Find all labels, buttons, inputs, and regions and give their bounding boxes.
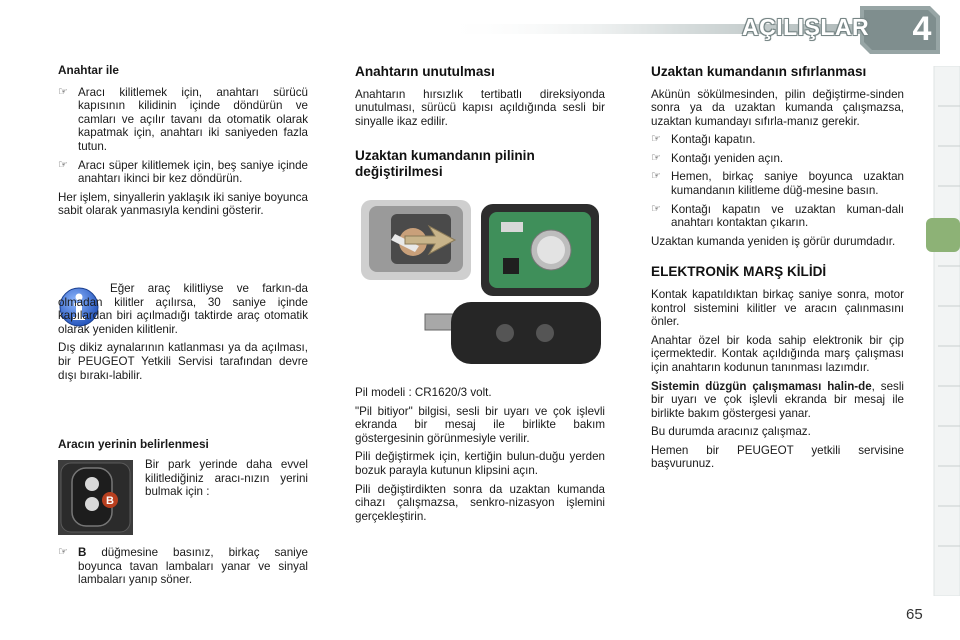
pointer-icon: ☞ xyxy=(651,202,661,215)
pointer-icon: ☞ xyxy=(651,170,661,183)
paragraph: Bu durumda aracınız çalışmaz. xyxy=(651,425,811,439)
column-2-lower xyxy=(355,386,605,528)
mirror-note: Dış dikiz aynalarının katlanması ya da açılması, bir PEUGEOT Yetkili Servisi tarafından devre dışı bırakı-labilir. xyxy=(58,341,308,382)
battery-change-heading: Uzaktan kumandanın pilinin değiştirilmesi xyxy=(355,148,535,179)
malfunction-lead: Sistemin düzgün çalışmaması halin-de xyxy=(651,379,872,393)
list-item: ☞ Aracı süper kilitlemek için, beş saniye içinde anahtarı ikinci bir kez döndürün. xyxy=(58,158,308,186)
remote-key-button-photo xyxy=(58,460,133,535)
battery-model: Pil modeli : CR1620/3 volt. xyxy=(355,386,492,399)
battery-replacement-photo xyxy=(355,196,605,374)
pointer-icon: ☞ xyxy=(651,133,661,146)
paragraph: Hemen bir PEUGEOT yetkili servisine başvurunuz. xyxy=(651,443,904,471)
page-title: AÇILIŞLAR xyxy=(742,14,870,40)
remote-reset-heading: Uzaktan kumandanın sıfırlanması xyxy=(651,64,867,79)
auto-relock-note: Eğer araç kilitliyse ve farkın-da olmadan kilitler açılırsa, 30 saniye içinde kapılardan biri açılmadığı taktirde araç otomatik olarak yeniden kilitlenir. xyxy=(58,282,308,336)
pointer-icon: ☞ xyxy=(58,85,68,98)
paragraph: Kontak kapatıldıktan birkaç saniye sonra, motor kontrol sistemini kilitler ve aracın çalınmasını önler. xyxy=(651,287,904,329)
column-2 xyxy=(355,64,605,187)
locate-vehicle-text: Bir park yerinde daha evvel kilitlediğiniz aracı-nızın yerini bulmak için : xyxy=(145,458,308,499)
paragraph: Anahtarın hırsızlık tertibatlı direksiyonda unutulması, sürücü kapısı açıldığında sesli bir sinyalle ikaz edilir. xyxy=(355,87,605,128)
paragraph: "Pil bitiyor" bilgisi, sesli bir uyarı ve çok işlevli ekranda bir mesaj ile birlikte bakım göstergesinin görünmesiyle verilir. xyxy=(355,404,605,445)
list-item: ☞ Kontağı kapatın. xyxy=(651,133,756,147)
key-lock-heading: Anahtar ile xyxy=(58,63,119,77)
list-item: ☞ Hemen, birkaç saniye boyunca uzaktan kumandanın kilitleme düğ-mesine basın. xyxy=(651,170,904,198)
paragraph: Pili değiştirmek için, kertiğin bulun-duğu yerden bozuk parayla kutunun klipsini açın. xyxy=(355,450,605,477)
chapter-number: 4 xyxy=(912,10,932,48)
pointer-icon: ☞ xyxy=(58,546,68,558)
column-3 xyxy=(651,64,904,476)
pointer-icon: ☞ xyxy=(651,151,661,164)
pointer-icon: ☞ xyxy=(58,158,68,171)
svg-text:B: B xyxy=(106,495,114,507)
column-1 xyxy=(58,64,308,223)
list-item: ☞ B düğmesine basınız, birkaç saniye boyunca tavan lambaları yanar ve sinyal lambaları yanıp söner. xyxy=(58,546,308,587)
list-item: ☞ Kontağı kapatın ve uzaktan kuman-dalı anahtarı kontaktan çıkarın. xyxy=(651,202,904,230)
paragraph: Anahtar özel bir koda sahip elektronik bir çip içermektedir. Kontak açıldığında marş çalışması için anahtarın kodunun tanınması lazımdır. xyxy=(651,333,904,374)
paragraph: Pili değiştirdikten sonra da uzaktan kumanda cihazı çalışmazsa, senkro-nizasyon işlemini gerçekleştirin. xyxy=(355,482,605,523)
button-b-label: B xyxy=(78,546,87,559)
list-item: ☞ Aracı kilitlemek için, anahtarı sürücü kapısının kilidinin içinde döndürün ve camları ve açılır tavanı da otomatik olarak kapatmak için, anahtarı iki saniyeden fazla tutun. xyxy=(58,85,308,153)
paragraph: Akünün sökülmesinden, pilin değiştirme-sinden sonra ya da uzaktan kumanda çalışmazsa, uzaktan kumandayı sıfırla-manız gerekir. xyxy=(651,87,904,128)
paragraph: Her işlem, sinyallerin yaklaşık iki saniye boyunca sabit olarak yanmasıyla kendini gösterir. xyxy=(58,190,309,218)
page-number: 65 xyxy=(906,606,923,623)
paragraph: Uzaktan kumanda yeniden iş görür durumdadır. xyxy=(651,234,896,248)
forgotten-key-heading: Anahtarın unutulması xyxy=(355,64,495,79)
immobiliser-heading: ELEKTRONİK MARŞ KİLİDİ xyxy=(651,264,827,280)
locate-vehicle-heading: Aracın yerinin belirlenmesi xyxy=(58,437,209,451)
paragraph: Sistemin düzgün çalışmaması halin-de, sesli bir uyarı ve çok işlevli ekranda bir mesaj ile birlikte bakım göstergesi yanar. xyxy=(651,379,904,420)
list-item: ☞ Kontağı yeniden açın. xyxy=(651,151,784,165)
chapter-tabs[interactable] xyxy=(926,66,960,596)
info-note xyxy=(58,282,308,382)
